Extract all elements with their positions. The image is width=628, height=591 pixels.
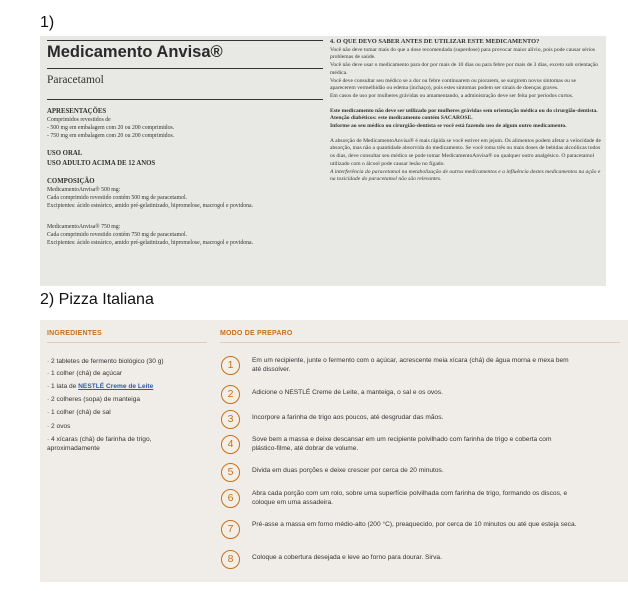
leaflet-warning: Atenção diabéticos: este medicamento contém SACAROSE. [330,115,473,122]
leaflet-paragraph: Você não deve tomar mais do que a dose recomendada (superdose) para provocar maior alívio, pois pode causar sérios problemas de saúde. [330,46,596,61]
leaflet-heading-adult-use: USO ADULTO ACIMA DE 12 ANOS [47,160,156,167]
step-3 [219,408,628,432]
leaflet-left-column [47,36,330,286]
leaflet-warning: Informe ao seu médico ou cirurgião-dentista se você está fazendo uso de algum outro medicamento. [330,123,567,130]
step-number-badge: 3 [221,410,240,429]
section-label-1: 1) [40,14,55,31]
leaflet-generic-rule [47,99,323,100]
step-text: Abra cada porção com um rolo, sobre uma superfície polvilhada com farinha de trigo, formando os discos, e coloque em uma assadeira. [252,490,568,506]
section-label-2: 2) Pizza Italiana [40,291,154,308]
step-text: Sove bem a massa e deixe descansar em um recipiente polvilhado com farinha de trigo e coberta com plástico-filme, até dobrar de volume. [252,436,552,452]
ingredients-heading-rule [47,342,207,343]
step-text: Coloque a cobertura desejada e leve ao forno para dourar. Sirva. [252,554,442,561]
step-number-badge: 7 [221,520,240,539]
recipe-card [40,320,628,582]
step-text: Incorpore a farinha de trigo aos poucos, até desgrudar das mãos. [252,414,444,421]
leaflet-text: MedicamentoAnvisa® 500 mg: [47,187,121,193]
medicine-leaflet-image [40,36,606,286]
ingredient-item: · 2 colheres (sopa) de manteiga [47,396,141,403]
leaflet-text: - 750 mg em embalagem com 20 ou 200 comprimidos. [47,133,175,139]
step-6 [219,487,628,511]
ingredient-item: · 1 colher (chá) de sal [47,409,111,416]
step-text: Adicione o NESTLÉ Creme de Leite, a manteiga, o sal e os ovos. [252,389,443,396]
ingredient-item: · 4 xícaras (chá) de farinha de trigo, aproximadamente [47,436,152,452]
leaflet-text: MedicamentoAnvisa® 750 mg: [47,224,121,230]
leaflet-heading-presentations: APRESENTAÇÕES [47,108,107,115]
leaflet-title: Medicamento Anvisa® [47,43,223,61]
step-number-badge: 5 [221,463,240,482]
step-text: Em um recipiente, junte o fermento com o açúcar, acrescente meia xícara (chá) de água morna e mexa bem até dissolver. [252,357,569,373]
leaflet-heading-oral-use: USO ORAL [47,150,83,157]
leaflet-section-heading: 4. O QUE DEVO SABER ANTES DE UTILIZAR ESTE MEDICAMENTO? [330,38,540,45]
leaflet-heading-composition: COMPOSIÇÃO [47,178,95,185]
leaflet-top-rule [47,40,323,41]
ingredient-item: · 2 tabletes de fermento biológico (30 g) [47,358,164,365]
leaflet-text: Cada comprimido revestido contém 500 mg de paracetamol. [47,195,188,201]
method-heading-rule [220,342,620,343]
step-1 [219,354,628,378]
leaflet-warning: Este medicamento não deve ser utilizado por mulheres grávidas sem orientação médica ou do cirurgião-dentista. [330,107,598,114]
ingredients-heading: INGREDIENTES [47,330,102,337]
step-5 [219,461,628,485]
leaflet-title-rule [47,68,323,69]
leaflet-paragraph: A interferência do paracetamol na metabolização de outros medicamentos e a influência destes medicamentos na ação e na toxicidade do paracetamol não são relevantes. [330,168,601,183]
leaflet-paragraph: A absorção de MedicamentoAnvisa® é mais rápida se você estiver em jejum. Os alimentos podem afetar a velocidade de absorção, mas não a quantidade absorvida do medicamento. Se você toma três ou mais doses de bebidas alcoólicas todos os dias, deve consultar seu médico se pode tomar MedicamentoAnvisa® ou qualquer outro analgésico. O paracetamol utilizado com o álcool pode causar lesão no fígado. [330,137,601,167]
step-number-badge: 8 [221,550,240,569]
leaflet-text: Excipientes: ácido esteárico, amido pré-gelatinizado, hipromelose, macrogol e povidona. [47,203,254,209]
step-number-badge: 2 [221,385,240,404]
leaflet-text: Excipientes: ácido esteárico, amido pré-gelatinizado, hipromelose, macrogol e povidona. [47,240,254,246]
step-number-badge: 4 [221,435,240,454]
leaflet-right-column [330,38,602,284]
leaflet-paragraph: Você deve consultar seu médico se a dor ou febre continuarem ou piorarem, se surgirem novos sintomas ou se aparecerem vermelhidão ou edema (inchaço), pois estes sintomas podem ser sinais de doenças graves. [330,77,577,92]
leaflet-text: - 500 mg em embalagem com 20 ou 200 comprimidos. [47,125,175,131]
leaflet-generic-name: Paracetamol [47,74,104,86]
leaflet-text: Cada comprimido revestido contém 750 mg de paracetamol. [47,232,188,238]
ingredient-item: · 2 ovos [47,423,71,430]
method-heading: MODO DE PREPARO [220,330,293,337]
leaflet-text: Comprimidos revestidos de [47,117,111,123]
step-2 [219,383,628,407]
step-text: Divida em duas porções e deixe crescer por cerca de 20 minutos. [252,467,444,474]
step-8 [219,548,628,572]
leaflet-paragraph: Você não deve usar o medicamento para dor por mais de 10 dias ou para febre por mais de 3 dias, exceto sob orientação médica. [330,62,598,76]
ingredient-item: · 1 lata de NESTLÉ Creme de Leite [47,383,154,390]
step-4 [219,433,628,457]
leaflet-paragraph: Em casos de uso por mulheres grávidas ou amamentando, a administração deve ser feita por períodos curtos. [330,92,574,99]
step-number-badge: 6 [221,489,240,508]
step-number-badge: 1 [221,356,240,375]
step-text: Pré-asse a massa em forno médio-alto (200 °C), preaquecido, por cerca de 10 minutos ou até que esteja seca. [252,521,577,528]
creme-de-leite-link[interactable]: NESTLÉ Creme de Leite [78,383,154,390]
step-7 [219,518,628,542]
ingredient-item: · 1 colher (chá) de açúcar [47,370,123,377]
